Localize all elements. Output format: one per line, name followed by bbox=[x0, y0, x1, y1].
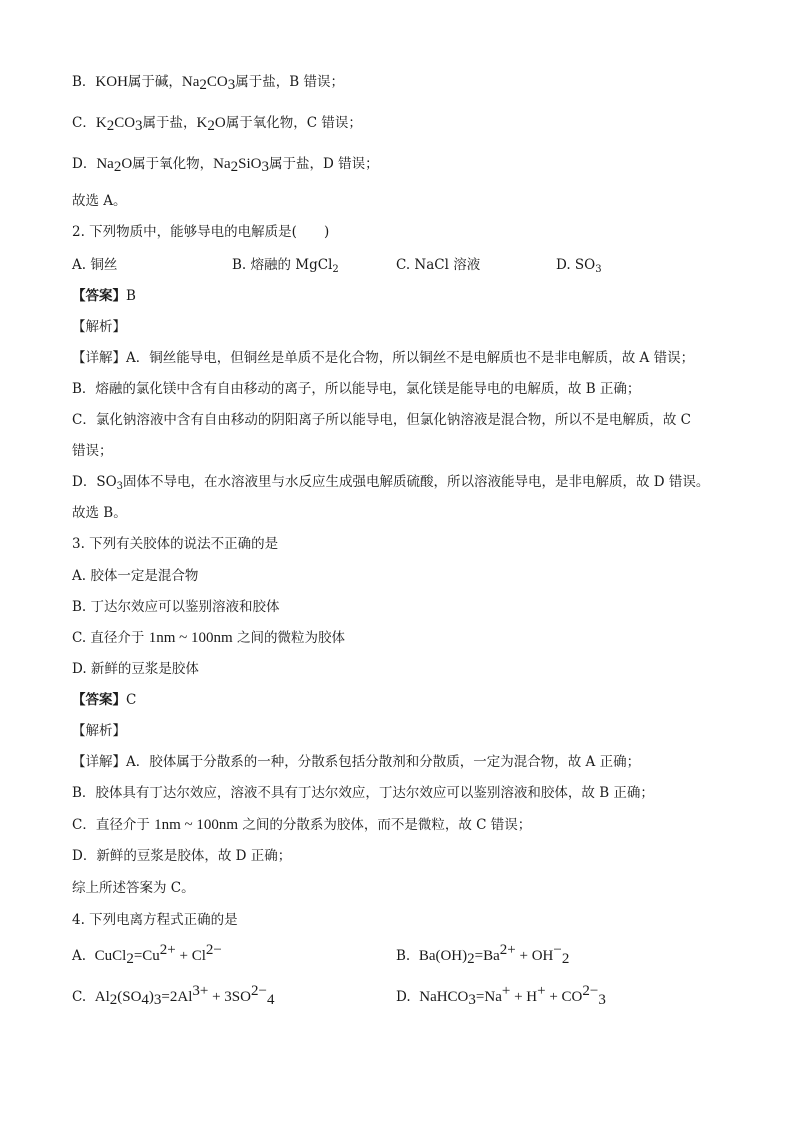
q2-option-c: C. NaCl 溶液 bbox=[396, 257, 481, 273]
q3-conclusion: 综上所述答案为 C。 bbox=[72, 880, 195, 896]
q3-answer: 【答案】C bbox=[72, 692, 137, 708]
q2-option-d: D. $SO_3$ bbox=[556, 257, 602, 275]
q1-option-d-explanation: D．$Na_2O$属于氧化物，$Na_2SiO_3$属于盐，D 错误； bbox=[72, 156, 379, 175]
q4-option-b: B. $Ba(OH)_2=Ba^{2+} + OH^-_2$ bbox=[396, 942, 570, 967]
q2-answer: 【答案】B bbox=[72, 288, 136, 304]
q3-option-a: A. 胶体一定是混合物 bbox=[72, 568, 199, 584]
q3-detail-line-1: 【详解】A．胶体属于分散系的一种，分散系包括分散剂和分散质，一定为混合物，故 A 正确； bbox=[72, 754, 641, 770]
q3-stem: 3. 下列有关胶体的说法不正确的是 bbox=[72, 536, 279, 552]
q3-detail-line-2: B．胶体具有丁达尔效应，溶液不具有丁达尔效应，丁达尔效应可以鉴别溶液和胶体，故 B 正确； bbox=[72, 785, 654, 801]
q1-option-b-explanation: B．KOH属于碱，$Na_2CO_3$属于盐，B 错误； bbox=[72, 74, 344, 93]
q3-option-c: C. 直径介于 1nm ~ 100nm 之间的微粒为胶体 bbox=[72, 630, 345, 646]
q2-detail-line-2: B．熔融的氯化镁中含有自由移动的离子，所以能导电，氯化镁是能导电的电解质，故 B 正确； bbox=[72, 381, 641, 397]
q4-stem: 4. 下列电离方程式正确的是 bbox=[72, 912, 238, 928]
q3-option-b: B. 丁达尔效应可以鉴别溶液和胶体 bbox=[72, 599, 280, 615]
q3-detail-line-4: D．新鲜的豆浆是胶体，故 D 正确； bbox=[72, 848, 292, 864]
q2-detail-line-5: D．$SO_3$固体不导电，在水溶液里与水反应生成强电解质硫酸，所以溶液能导电，是非电解质，故 D 错误。 bbox=[72, 474, 710, 492]
q1-conclusion: 故选 A。 bbox=[72, 193, 127, 209]
q3-detail-line-3: C．直径介于 1nm ~ 100nm 之间的分散系为胶体，而不是微粒，故 C 错误； bbox=[72, 817, 532, 833]
q2-option-a: A. 铜丝 bbox=[72, 257, 118, 273]
q2-option-b: B. 熔融的 MgCl$_2$ bbox=[232, 257, 339, 275]
q3-option-d: D. 新鲜的豆浆是胶体 bbox=[72, 661, 199, 677]
q2-detail-line-4: 错误； bbox=[72, 443, 113, 459]
q2-detail-line-3: C．氯化钠溶液中含有自由移动的阴阳离子所以能导电，但氯化钠溶液是混合物，所以不是电解质，故 C bbox=[72, 412, 691, 428]
q2-analysis-label: 【解析】 bbox=[72, 319, 126, 335]
q1-option-c-explanation: C．$K_2CO_3$属于盐，$K_2O$属于氧化物，C 错误； bbox=[72, 115, 362, 134]
q2-detail-line-1: 【详解】A．铜丝能导电，但铜丝是单质不是化合物，所以铜丝不是电解质也不是非电解质，故 A 错误； bbox=[72, 350, 695, 366]
q2-stem: 2. 下列物质中，能够导电的电解质是( ) bbox=[72, 224, 330, 240]
q2-conclusion: 故选 B。 bbox=[72, 505, 127, 521]
q4-option-d: D. NaHCO$_3$=Na+ + $H^+ + CO^{2-}_3$ bbox=[396, 983, 606, 1008]
q3-analysis-label: 【解析】 bbox=[72, 723, 126, 739]
q4-option-c: C. $Al_2(SO_4)_3=2Al^{3+} + 3SO^{2-}_4$ bbox=[72, 983, 275, 1008]
q4-option-a: A. $CuCl_2=Cu^{2+} + Cl^{2-}$ bbox=[72, 942, 222, 967]
